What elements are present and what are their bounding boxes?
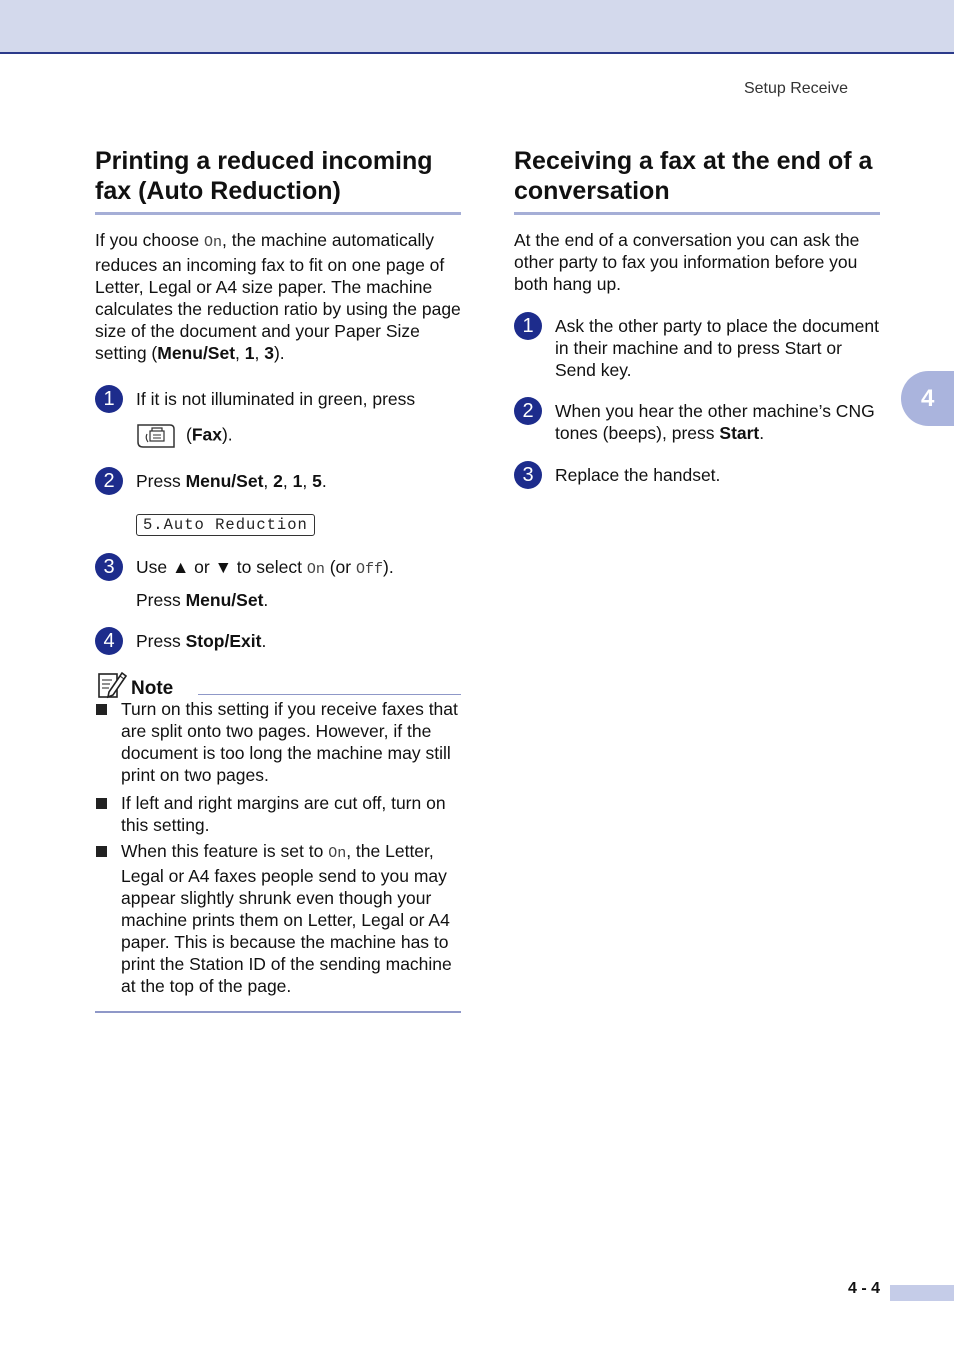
step-2: 2 Press Menu/Set, 2, 1, 5. 5.Auto Reduction — [95, 470, 461, 536]
step-number: 2 — [95, 467, 123, 495]
note-end-divider — [95, 1011, 461, 1013]
left-column — [95, 146, 461, 1013]
footer-bar — [890, 1285, 954, 1301]
running-header: Setup Receive — [743, 80, 848, 97]
key-menu-set: Menu/Set — [157, 343, 236, 363]
note-pencil-icon — [97, 670, 127, 700]
section-title-receive-end-of-call: Receiving a fax at the end of a conversation — [514, 146, 880, 215]
page-number: 4 - 4 — [847, 1280, 880, 1297]
key-menu-set: Menu/Set — [185, 471, 264, 491]
step-number: 1 — [95, 385, 123, 413]
fax-key-icon — [136, 422, 176, 450]
step-number: 1 — [514, 312, 542, 340]
step-2: 2 When you hear the other machine’s CNG tones (beeps), press Start. — [514, 400, 880, 444]
key-fax: Fax — [191, 424, 222, 445]
auto-reduction-intro: If you choose On, the machine automatically reduces an incoming fax to fit on one page of Letter, Legal or A4 size paper. The machine calculates the reduction ratio by using the page size of the document and your Paper Size setting (Menu/Set, 1, 3). — [95, 230, 461, 363]
note-item: If left and right margins are cut off, turn on this setting. — [95, 792, 461, 836]
step-3: 3 Use ▲ or ▼ to select On (or Off). Press Menu/Set. — [95, 556, 461, 611]
note-item: When this feature is set to On, the Letter, Legal or A4 faxes people send to you may appear slightly shrunk even though your machine prints them on Letter, Legal or A4 paper. This is because the machine has to print the Station ID of the sending machine at the top of the page. — [95, 840, 461, 997]
step-1: 1 Ask the other party to place the document in their machine and to press Start or Send key. — [514, 315, 880, 381]
right-column — [514, 146, 880, 486]
key-menu-set: Menu/Set — [185, 590, 264, 610]
code-off: Off — [355, 561, 383, 578]
step-number: 4 — [95, 627, 123, 655]
code-on: On — [328, 845, 347, 862]
chapter-tab: 4 — [901, 371, 954, 426]
note-item: Turn on this setting if you receive faxes that are split onto two pages. However, if the document is too long the machine may still print on two pages. — [95, 698, 461, 786]
step-1: 1 If it is not illuminated in green, press (Fax). — [95, 388, 461, 450]
header-band — [0, 0, 954, 54]
key-start: Start — [719, 423, 760, 443]
note-box — [95, 674, 461, 1013]
receive-end-of-call-intro: At the end of a conversation you can ask the other party to fax you information before you both hang up. — [514, 230, 860, 294]
step-number: 3 — [95, 553, 123, 581]
step-3: 3 Replace the handset. — [514, 464, 880, 486]
code-on: On — [203, 234, 222, 251]
bullet-square-icon — [96, 798, 107, 809]
section-title-auto-reduction: Printing a reduced incoming fax (Auto Reduction) — [95, 146, 461, 215]
step-number: 2 — [514, 397, 542, 425]
up-arrow-icon: ▲ — [171, 557, 190, 577]
key-stop-exit: Stop/Exit — [185, 631, 262, 651]
note-title: Note — [131, 678, 174, 699]
down-arrow-icon: ▼ — [214, 557, 232, 577]
code-on: On — [306, 561, 325, 578]
bullet-square-icon — [96, 704, 107, 715]
step-4: 4 Press Stop/Exit. — [95, 630, 461, 652]
lcd-display: 5.Auto Reduction — [136, 514, 315, 536]
step-number: 3 — [514, 461, 542, 489]
bullet-square-icon — [96, 846, 107, 857]
note-divider — [198, 694, 461, 695]
